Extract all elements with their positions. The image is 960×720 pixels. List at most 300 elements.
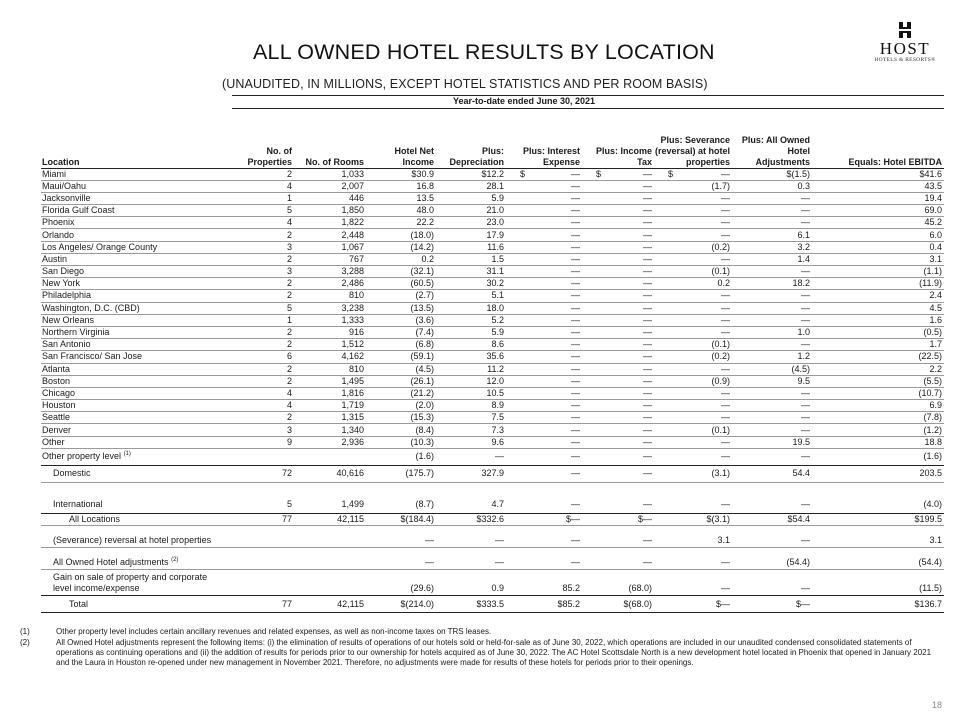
table-cell: (18.0) xyxy=(366,229,436,241)
table-cell: (54.4) xyxy=(732,548,812,570)
table-cell: — xyxy=(732,217,812,229)
table-cell: $— xyxy=(582,513,654,525)
table-cell: — xyxy=(582,290,654,302)
table-cell: — xyxy=(732,496,812,513)
table-cell: — xyxy=(506,266,582,278)
table-cell: (0.1) xyxy=(654,339,732,351)
table-cell: $— xyxy=(654,596,732,613)
table-cell: (4.0) xyxy=(812,496,944,513)
table-cell: 22.2 xyxy=(366,217,436,229)
table-row xyxy=(41,278,944,290)
table-cell: $12.2 xyxy=(436,168,506,180)
table-cell: Miami xyxy=(41,168,232,180)
table-cell: $333.5 xyxy=(436,596,506,613)
table-cell: 77 xyxy=(232,596,294,613)
table-cell: Boston xyxy=(41,375,232,387)
table-row-domestic xyxy=(41,465,944,482)
table-cell: 2 xyxy=(232,363,294,375)
table-cell: — xyxy=(654,387,732,399)
table-cell: $(184.4) xyxy=(366,513,436,525)
table-row-total xyxy=(41,596,944,613)
table-cell: — xyxy=(506,496,582,513)
table-cell: (59.1) xyxy=(366,351,436,363)
table-row-severance xyxy=(41,526,944,548)
table-cell: 69.0 xyxy=(812,205,944,217)
table-cell: 916 xyxy=(294,326,366,338)
table-row xyxy=(41,205,944,217)
table-cell: 54.4 xyxy=(732,465,812,482)
table-cell xyxy=(506,168,582,180)
table-cell: — xyxy=(582,436,654,448)
table-cell: (6.8) xyxy=(366,339,436,351)
table-cell: — xyxy=(506,302,582,314)
host-mark-icon xyxy=(897,22,913,38)
cell-value: — xyxy=(643,168,652,179)
table-cell: — xyxy=(506,229,582,241)
table-cell: (1.6) xyxy=(812,448,944,465)
table-cell: (4.5) xyxy=(366,363,436,375)
table-cell: 19.5 xyxy=(732,436,812,448)
table-cell: (2.0) xyxy=(366,400,436,412)
row-label-line1: Gain on sale of property and corporate xyxy=(53,572,208,582)
table-cell: — xyxy=(506,278,582,290)
table-cell: 5 xyxy=(232,496,294,513)
table-cell: 4.7 xyxy=(436,496,506,513)
table-cell: 16.8 xyxy=(366,180,436,192)
table-cell: Houston xyxy=(41,400,232,412)
table-cell: — xyxy=(582,278,654,290)
table-cell: 3 xyxy=(232,424,294,436)
table-cell: — xyxy=(506,363,582,375)
table-cell: 11.2 xyxy=(436,363,506,375)
column-header: No. of Properties xyxy=(232,124,294,168)
table-cell: 1,340 xyxy=(294,424,366,436)
table-cell: — xyxy=(654,229,732,241)
spacer-cell xyxy=(732,482,812,496)
row-label xyxy=(41,526,232,548)
table-cell: Maui/Oahu xyxy=(41,180,232,192)
table-cell: 0.2 xyxy=(654,278,732,290)
column-header: Equals: Hotel EBITDA xyxy=(812,124,944,168)
table-row xyxy=(41,217,944,229)
table-cell: 19.4 xyxy=(812,192,944,204)
spacer-cell xyxy=(582,482,654,496)
table-cell: Philadelphia xyxy=(41,290,232,302)
table-cell: 48.0 xyxy=(366,205,436,217)
table-cell: — xyxy=(582,180,654,192)
currency-symbol: $ xyxy=(668,168,674,179)
table-cell: 203.5 xyxy=(812,465,944,482)
table-cell: (3.6) xyxy=(366,314,436,326)
table-cell: — xyxy=(506,205,582,217)
table-cell: 42,115 xyxy=(294,596,366,613)
table-cell: — xyxy=(582,465,654,482)
table-cell: 1.6 xyxy=(812,314,944,326)
table-cell: 3.1 xyxy=(654,526,732,548)
table-cell: Seattle xyxy=(41,412,232,424)
table-cell: 11.6 xyxy=(436,241,506,253)
table-cell: 446 xyxy=(294,192,366,204)
table-cell: 18.2 xyxy=(732,278,812,290)
table-cell: — xyxy=(654,290,732,302)
table-cell: 810 xyxy=(294,363,366,375)
table-cell: (32.1) xyxy=(366,266,436,278)
period-header: Year-to-date ended June 30, 2021 xyxy=(452,96,596,106)
table-row xyxy=(41,351,944,363)
table-cell: (10.3) xyxy=(366,436,436,448)
table-cell: — xyxy=(732,266,812,278)
table-cell: — xyxy=(732,302,812,314)
table-cell: (1.6) xyxy=(366,448,436,465)
table-cell: (0.2) xyxy=(654,241,732,253)
table-cell: — xyxy=(582,253,654,265)
table-cell: Washington, D.C. (CBD) xyxy=(41,302,232,314)
table-cell: — xyxy=(582,302,654,314)
table-cell: 4 xyxy=(232,400,294,412)
cell-value: — xyxy=(571,168,580,179)
table-cell: 2,448 xyxy=(294,229,366,241)
table-cell: (0.9) xyxy=(654,375,732,387)
table-row-adjustments xyxy=(41,548,944,570)
row-label-text: All Owned Hotel adjustments xyxy=(53,557,169,567)
table-cell: 2 xyxy=(232,412,294,424)
table-cell: $— xyxy=(732,596,812,613)
table-cell: (26.1) xyxy=(366,375,436,387)
table-cell: 2 xyxy=(232,326,294,338)
table-row xyxy=(41,339,944,351)
table-cell: — xyxy=(654,548,732,570)
table-cell xyxy=(582,168,654,180)
table-cell: 5.1 xyxy=(436,290,506,302)
table-cell: 85.2 xyxy=(506,570,582,596)
table-cell: — xyxy=(506,192,582,204)
table-cell: 21.0 xyxy=(436,205,506,217)
table-cell: $136.7 xyxy=(812,596,944,613)
table-cell: 5.9 xyxy=(436,192,506,204)
table-cell: — xyxy=(654,436,732,448)
table-cell: 3.1 xyxy=(812,253,944,265)
table-cell: 6.1 xyxy=(732,229,812,241)
table-cell: — xyxy=(654,217,732,229)
table-cell: (29.6) xyxy=(366,570,436,596)
table-cell: 10.5 xyxy=(436,387,506,399)
table-row xyxy=(41,180,944,192)
column-header: Plus: Depreciation xyxy=(436,124,506,168)
table-row xyxy=(41,424,944,436)
column-header: Plus: Interest Expense xyxy=(506,124,582,168)
footnotes xyxy=(20,627,940,669)
table-cell: — xyxy=(506,290,582,302)
table-cell: (1.2) xyxy=(812,424,944,436)
table-cell: (11.5) xyxy=(812,570,944,596)
table-cell: — xyxy=(506,241,582,253)
table-cell: $— xyxy=(506,513,582,525)
row-label xyxy=(41,570,232,596)
table-row xyxy=(41,387,944,399)
row-label-text: Domestic xyxy=(53,468,91,479)
table-cell: 2,486 xyxy=(294,278,366,290)
table-cell: 2 xyxy=(232,339,294,351)
table-cell: (1.7) xyxy=(654,180,732,192)
currency-symbol: $ xyxy=(596,168,602,179)
table-cell: — xyxy=(506,436,582,448)
table-cell: 2,007 xyxy=(294,180,366,192)
table-cell: — xyxy=(506,180,582,192)
table-cell: 3,238 xyxy=(294,302,366,314)
table-row xyxy=(41,314,944,326)
table-cell: — xyxy=(506,253,582,265)
table-cell: — xyxy=(732,570,812,596)
table-cell: — xyxy=(582,496,654,513)
table-cell: 2 xyxy=(232,253,294,265)
table-cell: (14.2) xyxy=(366,241,436,253)
table-cell xyxy=(232,448,294,465)
table-cell: San Antonio xyxy=(41,339,232,351)
table-cell: $332.6 xyxy=(436,513,506,525)
table-cell: 810 xyxy=(294,290,366,302)
table-row xyxy=(41,436,944,448)
period-rule xyxy=(232,108,944,109)
table-cell: 40,616 xyxy=(294,465,366,482)
table-cell: 1.4 xyxy=(732,253,812,265)
table-cell: San Diego xyxy=(41,266,232,278)
table-cell: Jacksonville xyxy=(41,192,232,204)
table-row xyxy=(41,266,944,278)
table-cell: — xyxy=(582,326,654,338)
table-cell: — xyxy=(732,314,812,326)
table-cell: — xyxy=(582,448,654,465)
logo-tagline: HOTELS & RESORTS® xyxy=(874,57,936,63)
column-header: Plus: Severance (reversal) at hotel properties xyxy=(654,124,732,168)
table-cell: 1,822 xyxy=(294,217,366,229)
footnote xyxy=(20,638,940,668)
table-cell: — xyxy=(506,424,582,436)
table-cell: — xyxy=(732,412,812,424)
table-cell: 30.2 xyxy=(436,278,506,290)
table-cell: 1 xyxy=(232,314,294,326)
table-cell: — xyxy=(506,387,582,399)
table-cell: 31.1 xyxy=(436,266,506,278)
table-cell: $54.4 xyxy=(732,513,812,525)
table-cell: (4.5) xyxy=(732,363,812,375)
footnote-marker: (1) xyxy=(123,451,131,458)
table-row xyxy=(41,290,944,302)
column-header: Location xyxy=(41,124,232,168)
table-cell: 1,033 xyxy=(294,168,366,180)
table-cell: — xyxy=(654,326,732,338)
table-cell: $(3.1) xyxy=(654,513,732,525)
host-logo xyxy=(872,22,938,64)
table-cell: (2.7) xyxy=(366,290,436,302)
table-row xyxy=(41,326,944,338)
table-cell: 2,936 xyxy=(294,436,366,448)
table-row xyxy=(41,168,944,180)
table-cell: 1,512 xyxy=(294,339,366,351)
table-cell: — xyxy=(732,448,812,465)
table-cell: 45.2 xyxy=(812,217,944,229)
table-cell: — xyxy=(506,351,582,363)
table-cell: 0.2 xyxy=(366,253,436,265)
table-cell: 0.9 xyxy=(436,570,506,596)
page-title: ALL OWNED HOTEL RESULTS BY LOCATION xyxy=(253,40,715,64)
row-label xyxy=(41,448,232,465)
table-row-all-locations xyxy=(41,513,944,525)
table-cell: — xyxy=(732,526,812,548)
table-row xyxy=(41,363,944,375)
table-cell: 2 xyxy=(232,229,294,241)
table-cell xyxy=(232,526,294,548)
table-cell: — xyxy=(582,266,654,278)
page-number: 18 xyxy=(931,700,942,710)
table-cell: — xyxy=(732,290,812,302)
table-cell: — xyxy=(582,339,654,351)
table-cell: — xyxy=(654,496,732,513)
spacer-cell xyxy=(812,482,944,496)
table-cell: — xyxy=(582,412,654,424)
column-header: No. of Rooms xyxy=(294,124,366,168)
table-cell: 35.6 xyxy=(436,351,506,363)
table-cell: 2 xyxy=(232,278,294,290)
table-cell: 1,850 xyxy=(294,205,366,217)
table-cell xyxy=(294,570,366,596)
row-label-text: International xyxy=(53,499,103,510)
footnote xyxy=(20,627,940,637)
table-cell xyxy=(232,548,294,570)
table-cell: 9 xyxy=(232,436,294,448)
table-cell: (11.9) xyxy=(812,278,944,290)
table-cell: 2 xyxy=(232,375,294,387)
table-cell: — xyxy=(654,192,732,204)
table-cell: (54.4) xyxy=(812,548,944,570)
table-cell: (0.2) xyxy=(654,351,732,363)
table-cell: 3,288 xyxy=(294,266,366,278)
table-cell: — xyxy=(654,412,732,424)
table-cell: $(68.0) xyxy=(582,596,654,613)
spacer-row xyxy=(41,482,944,496)
cell-value: — xyxy=(721,168,730,179)
table-cell: 4 xyxy=(232,387,294,399)
table-cell: — xyxy=(506,375,582,387)
table-cell: — xyxy=(732,387,812,399)
table-cell xyxy=(232,570,294,596)
table-cell: 7.3 xyxy=(436,424,506,436)
table-cell: — xyxy=(582,351,654,363)
table-cell: 8.9 xyxy=(436,400,506,412)
row-label-text: Other property level xyxy=(42,451,122,462)
spacer-cell xyxy=(506,482,582,496)
table-cell: Florida Gulf Coast xyxy=(41,205,232,217)
table-cell: New York xyxy=(41,278,232,290)
table-cell: New Orleans xyxy=(41,314,232,326)
footnote-text: All Owned Hotel adjustments represent the following items: (i) the elimination of results of operations of our hotels sold or held-for-sale as of June 30, 2022, which operations are included in our unaudited condensed consolidated statements of operations as continuing operations and (ii) the addition of results for periods prior to our ownership for hotels acquired as of June 30, 2022. The AC Hotel Scottsdale North is a new development hotel located in Phoenix that opened in January 2021 and the Laura in Houston re-opened under new management in November 2021. Therefore, no adjustments were made for results of these hotels for periods prior to their openings. xyxy=(56,638,932,667)
table-cell: Northern Virginia xyxy=(41,326,232,338)
table-cell: — xyxy=(436,448,506,465)
table-row xyxy=(41,229,944,241)
table-cell: 6.0 xyxy=(812,229,944,241)
table-row-international xyxy=(41,496,944,513)
table-cell: 72 xyxy=(232,465,294,482)
column-header: Plus: All Owned Hotel Adjustments xyxy=(732,124,812,168)
currency-symbol: $ xyxy=(520,168,526,179)
table-cell: — xyxy=(366,526,436,548)
table-cell: (68.0) xyxy=(582,570,654,596)
table-cell: 1,495 xyxy=(294,375,366,387)
table-cell: — xyxy=(732,192,812,204)
table-row xyxy=(41,412,944,424)
table-cell: 3 xyxy=(232,266,294,278)
logo-wordmark: HOST xyxy=(879,39,931,58)
table-cell: 43.5 xyxy=(812,180,944,192)
table-cell: $30.9 xyxy=(366,168,436,180)
table-cell: 6.9 xyxy=(812,400,944,412)
table-cell: 42,115 xyxy=(294,513,366,525)
table-row xyxy=(41,400,944,412)
table-cell: — xyxy=(506,412,582,424)
table-cell: 9.6 xyxy=(436,436,506,448)
table-cell: 6 xyxy=(232,351,294,363)
row-label-text: Total xyxy=(69,598,89,609)
table-cell: — xyxy=(654,400,732,412)
table-cell: Other xyxy=(41,436,232,448)
table-row-other-property xyxy=(41,448,944,465)
table-cell: (175.7) xyxy=(366,465,436,482)
table-cell: 5 xyxy=(232,302,294,314)
table-cell: $(1.5) xyxy=(732,168,812,180)
table-cell: 5.2 xyxy=(436,314,506,326)
table-cell: 7.5 xyxy=(436,412,506,424)
row-label xyxy=(41,596,232,613)
row-label-text: All Locations xyxy=(69,513,121,524)
hotel-results-table xyxy=(41,124,944,613)
table-cell: (7.8) xyxy=(812,412,944,424)
column-header: Plus: Income Tax xyxy=(582,124,654,168)
table-cell: — xyxy=(582,400,654,412)
table-cell: — xyxy=(506,465,582,482)
table-cell: Austin xyxy=(41,253,232,265)
table-row xyxy=(41,253,944,265)
table-cell: — xyxy=(654,363,732,375)
footnote-text: Other property level includes certain ancillary revenues and related expenses, as well as non-income taxes on TRS leases. xyxy=(56,627,492,636)
table-cell: — xyxy=(506,526,582,548)
table-cell: — xyxy=(506,448,582,465)
table-row xyxy=(41,375,944,387)
table-cell: — xyxy=(582,217,654,229)
table-cell: $199.5 xyxy=(812,513,944,525)
table-cell: 4 xyxy=(232,217,294,229)
table-cell: — xyxy=(732,400,812,412)
row-label xyxy=(41,496,232,513)
table-cell xyxy=(294,526,366,548)
table-cell: $(214.0) xyxy=(366,596,436,613)
table-cell: (0.5) xyxy=(812,326,944,338)
page-subtitle: (UNAUDITED, IN MILLIONS, EXCEPT HOTEL STATISTICS AND PER ROOM BASIS) xyxy=(222,77,708,91)
table-cell: — xyxy=(506,217,582,229)
table-cell: (15.3) xyxy=(366,412,436,424)
row-label-text: (Severance) reversal at hotel properties xyxy=(53,535,212,545)
table-cell: 9.5 xyxy=(732,375,812,387)
table-cell: 2 xyxy=(232,168,294,180)
table-cell: 17.9 xyxy=(436,229,506,241)
table-cell: — xyxy=(582,363,654,375)
table-cell: 1,816 xyxy=(294,387,366,399)
table-cell: 1.5 xyxy=(436,253,506,265)
table-cell: 767 xyxy=(294,253,366,265)
spacer-cell xyxy=(232,482,294,496)
column-header: Hotel Net Income xyxy=(366,124,436,168)
table-cell: 2.2 xyxy=(812,363,944,375)
table-cell: 3.2 xyxy=(732,241,812,253)
spacer-cell xyxy=(41,482,232,496)
